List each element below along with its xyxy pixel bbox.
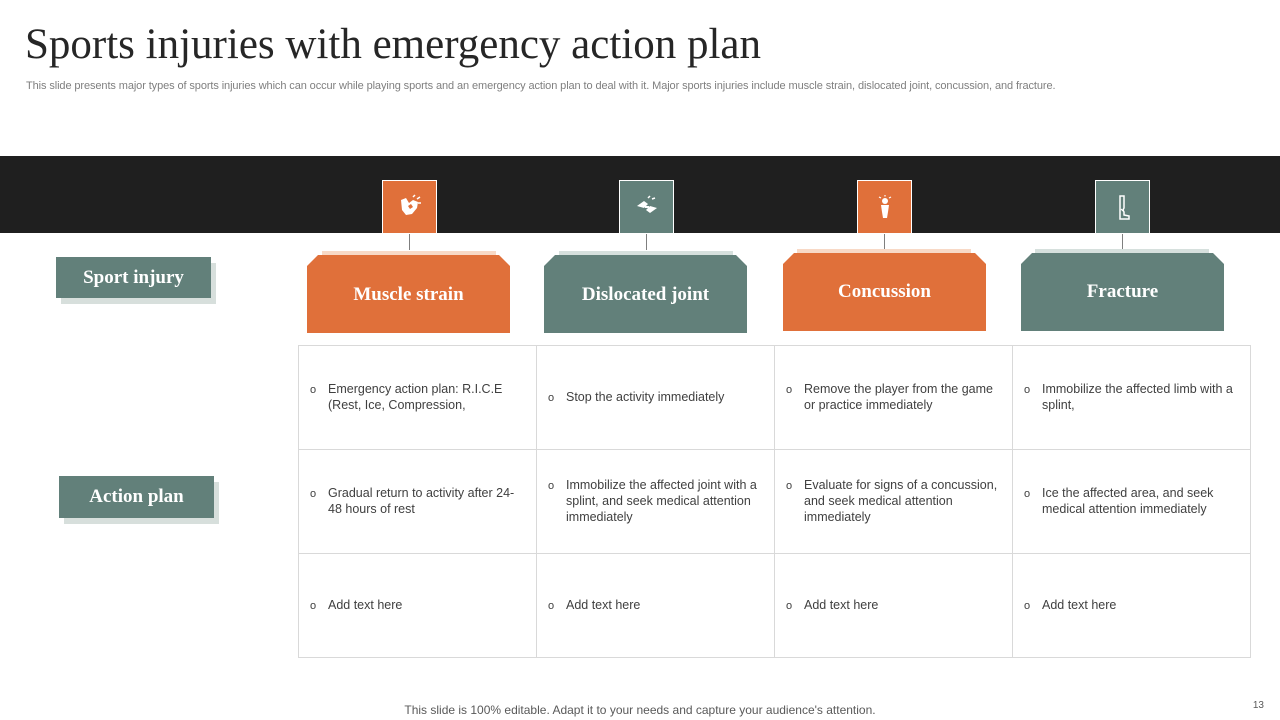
column-header-label: Fracture [1086,281,1159,302]
table-cell [299,554,537,658]
table-cell [775,554,1013,658]
table-cell [299,450,537,554]
cell-text: Add text here [804,598,879,612]
muscle-strain-icon [382,180,437,234]
page-subtitle: This slide presents major types of sports injuries which can occur while playing sports and an emergency action plan to deal with it. Major sports injuries include muscle strain, dislocated joint, concussion, and fracture. [26,80,1056,92]
footer-text: This slide is 100% editable. Adapt it to your needs and capture your audience's attention. [404,703,876,717]
column-header-label: Dislocated joint [581,284,710,305]
footer-note [0,703,1280,717]
connector-line [1122,234,1123,250]
table-cell [1013,346,1251,450]
cell-text: Add text here [1042,598,1117,612]
bullet-icon: o [548,392,555,404]
table-cell [299,346,537,450]
column-header-fracture [1021,253,1224,331]
sport-injury-label: Sport injury [56,257,211,298]
table-cell [775,346,1013,450]
bullet-icon: o [1024,488,1031,500]
bullet-icon: o [786,480,793,492]
cell-text: Emergency action plan: R.I.C.E (Rest, Ice, Compression, [328,382,503,412]
action-plan-table [298,345,1251,658]
bullet-icon: o [786,384,793,396]
cell-text: Ice the affected area, and seek medical attention immediately [1042,486,1214,516]
table-cell [537,346,775,450]
table-cell [1013,554,1251,658]
column-header-label: Muscle strain [353,284,464,305]
bullet-icon: o [548,480,555,492]
connector-line [646,234,647,250]
cell-text: Evaluate for signs of a concussion, and seek medical attention immediately [804,478,998,524]
column-header-muscle-strain [307,255,510,333]
bullet-icon: o [310,600,317,612]
table-cell [537,554,775,658]
cell-text: Immobilize the affected limb with a splint, [1042,382,1233,412]
page-title: Sports injuries with emergency action plan [25,21,762,68]
fracture-icon [1095,180,1150,234]
cell-text: Stop the activity immediately [566,390,725,404]
concussion-icon [857,180,912,234]
bullet-icon: o [1024,600,1031,612]
cell-text: Gradual return to activity after 24-48 hours of rest [328,486,515,516]
dislocated-joint-icon [619,180,674,234]
cell-text: Immobilize the affected joint with a splint, and seek medical attention immediately [566,478,757,524]
column-header-dislocated-joint [544,255,747,333]
column-header-label: Concussion [838,281,931,302]
bullet-icon: o [310,488,317,500]
bullet-icon: o [786,600,793,612]
table-cell [1013,450,1251,554]
bullet-icon: o [310,384,317,396]
connector-line [409,234,410,250]
cell-text: Add text here [328,598,403,612]
table-cell [775,450,1013,554]
bullet-icon: o [1024,384,1031,396]
cell-text: Remove the player from the game or practice immediately [804,382,993,412]
action-plan-label: Action plan [59,476,214,518]
connector-line [884,234,885,250]
table-cell [537,450,775,554]
page-number: 13 [1252,700,1264,711]
cell-text: Add text here [566,598,641,612]
column-header-concussion [783,253,986,331]
bullet-icon: o [548,600,555,612]
